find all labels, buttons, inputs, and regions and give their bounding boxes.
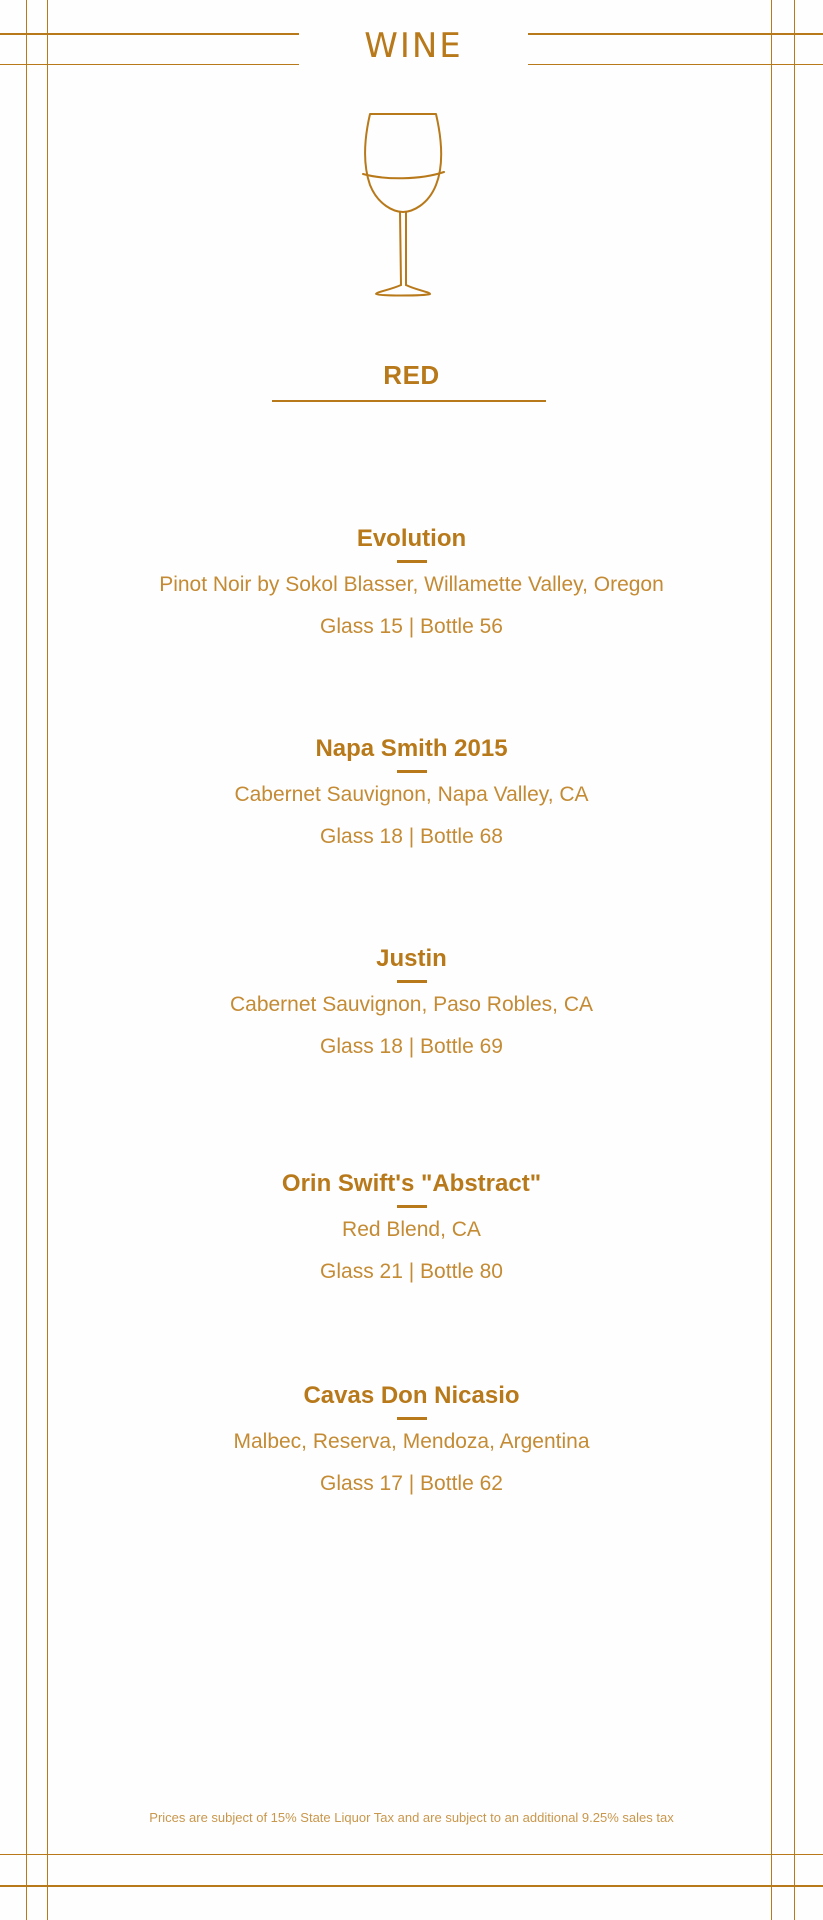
wine-description: Red Blend, CA bbox=[342, 1218, 481, 1241]
section-divider bbox=[272, 400, 546, 402]
wine-price: Glass 18 | Bottle 69 bbox=[320, 1035, 503, 1058]
section-heading: RED bbox=[383, 360, 440, 390]
wine-name-divider bbox=[397, 1205, 427, 1208]
wine-name-divider bbox=[397, 1417, 427, 1420]
wine-item bbox=[0, 734, 823, 851]
wine-name: Evolution bbox=[356, 525, 467, 552]
wine-price: Glass 17 | Bottle 62 bbox=[320, 1472, 503, 1495]
wine-price: Glass 15 | Bottle 56 bbox=[320, 615, 503, 638]
wine-item bbox=[0, 1381, 823, 1498]
wine-name: Napa Smith 2015 bbox=[315, 735, 508, 762]
wine-name: Orin Swift's "Abstract" bbox=[281, 1170, 542, 1197]
wine-description: Pinot Noir by Sokol Blasser, Willamette Valley, Oregon bbox=[159, 573, 664, 596]
wine-item bbox=[0, 1169, 823, 1286]
wine-description: Cabernet Sauvignon, Napa Valley, CA bbox=[234, 783, 589, 806]
wine-item bbox=[0, 524, 823, 641]
wine-glass-icon bbox=[360, 110, 456, 300]
title-banner bbox=[299, 20, 528, 72]
wine-name: Justin bbox=[376, 945, 447, 972]
tax-note: Prices are subject of 15% State Liquor Tax and are subject to an additional 9.25% sales tax bbox=[149, 1810, 674, 1825]
wine-item bbox=[0, 944, 823, 1061]
wine-price: Glass 21 | Bottle 80 bbox=[320, 1260, 503, 1283]
frame-line-bottom-2 bbox=[0, 1885, 823, 1887]
wine-name: Cavas Don Nicasio bbox=[303, 1382, 520, 1409]
wine-name-divider bbox=[397, 980, 427, 983]
wine-price: Glass 18 | Bottle 68 bbox=[320, 825, 503, 848]
wine-description: Malbec, Reserva, Mendoza, Argentina bbox=[233, 1430, 590, 1453]
frame-line-bottom-1 bbox=[0, 1854, 823, 1855]
wine-description: Cabernet Sauvignon, Paso Robles, CA bbox=[229, 993, 594, 1016]
page-title: WINE bbox=[364, 26, 463, 66]
wine-name-divider bbox=[397, 560, 427, 563]
wine-name-divider bbox=[397, 770, 427, 773]
